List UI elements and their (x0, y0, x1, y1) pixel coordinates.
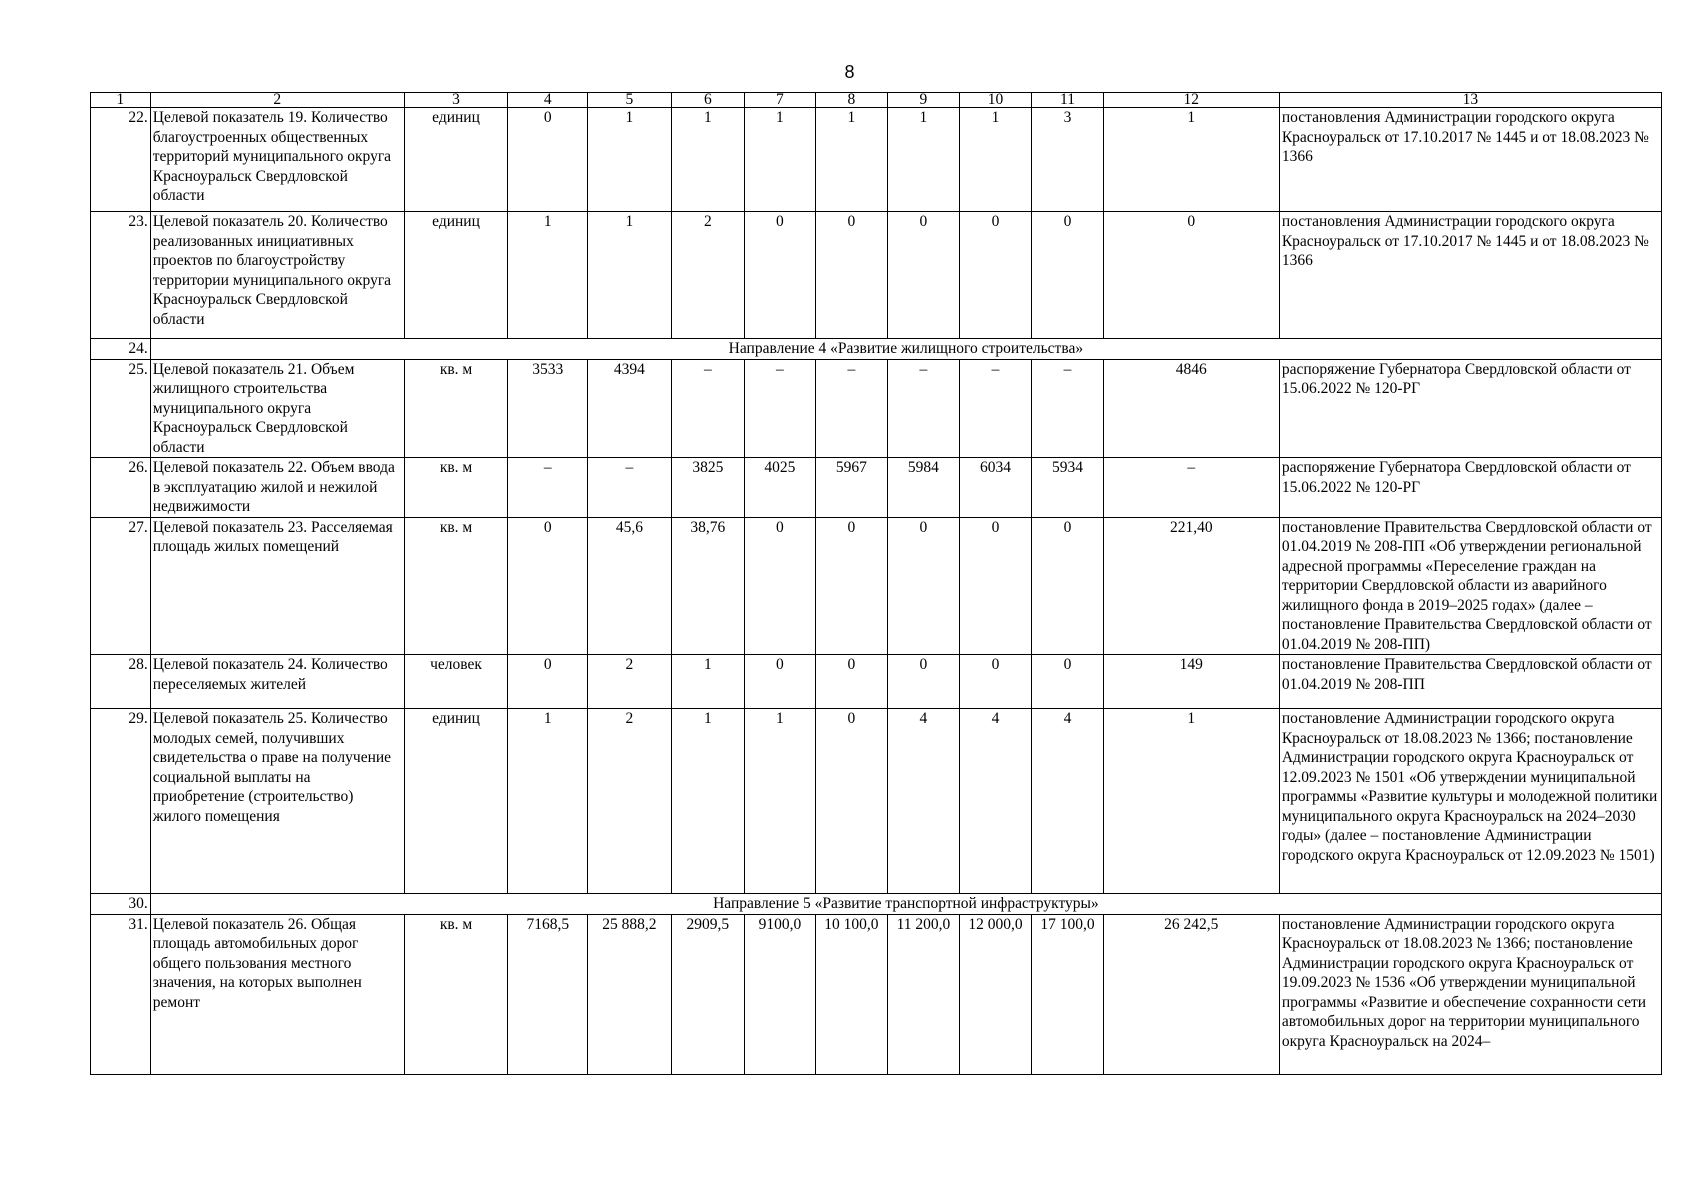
unit: кв. м (404, 914, 508, 1074)
table-row (91, 359, 1662, 458)
indicator-value: 0 (815, 517, 888, 655)
indicator-value: 0 (745, 517, 815, 655)
indicator-value: 10 100,0 (815, 914, 888, 1074)
section-title: Направление 4 «Развитие жилищного строительства» (150, 339, 1661, 360)
indicator-value: 9100,0 (745, 914, 815, 1074)
indicator-value: 0 (508, 655, 588, 709)
indicator-value: 0 (815, 709, 888, 894)
indicator-value: 25 888,2 (588, 914, 671, 1074)
section-title: Направление 5 «Развитие транспортной инфраструктуры» (150, 894, 1661, 915)
column-number: 4 (508, 93, 588, 108)
indicator-value: – (745, 359, 815, 458)
indicator-value: 1 (745, 108, 815, 212)
indicator-value: 26 242,5 (1103, 914, 1279, 1074)
indicator-value: 17 100,0 (1032, 914, 1104, 1074)
indicator-value: 1 (1103, 709, 1279, 894)
indicator-value: 0 (1032, 517, 1104, 655)
indicator-value: 1 (959, 108, 1032, 212)
legal-basis: распоряжение Губернатора Свердловской области от 15.06.2022 № 120-РГ (1279, 458, 1661, 518)
indicator-value: 1 (508, 709, 588, 894)
indicator-value: 3533 (508, 359, 588, 458)
column-number: 10 (959, 93, 1032, 108)
table-row (91, 517, 1662, 655)
table-row (91, 655, 1662, 709)
indicator-value: 149 (1103, 655, 1279, 709)
indicator-value: 0 (1032, 655, 1104, 709)
indicator-value: 5934 (1032, 458, 1104, 518)
indicator-value: 3825 (671, 458, 745, 518)
indicator-name: Целевой показатель 25. Количество молодых семей, получивших свидетельства о праве на получение социальной выплаты на приобретение (строительство) жилого помещения (150, 709, 404, 894)
indicator-value: 0 (888, 655, 960, 709)
column-number-row (91, 93, 1662, 108)
indicator-value: – (1103, 458, 1279, 518)
indicator-value: 0 (745, 212, 815, 339)
legal-basis: постановление Правительства Свердловской области от 01.04.2019 № 208-ПП (1279, 655, 1661, 709)
indicator-value: 3 (1032, 108, 1104, 212)
indicator-value: – (815, 359, 888, 458)
indicator-value: 4 (959, 709, 1032, 894)
table-row (91, 212, 1662, 339)
indicator-value: 11 200,0 (888, 914, 960, 1074)
indicator-value: 0 (959, 517, 1032, 655)
indicator-name: Целевой показатель 23. Расселяемая площадь жилых помещений (150, 517, 404, 655)
legal-basis: постановление Администрации городского округа Красноуральск от 18.08.2023 № 1366; постановление Администрации городского округа Красноуральск от 19.09.2023 № 1536 «Об утверждении муниципальной программы «Развитие и обеспечение сохранности сети автомобильных дорог на территории муниципального округа Красноуральск на 2024– (1279, 914, 1661, 1074)
column-number: 1 (91, 93, 151, 108)
indicator-value: 1 (671, 655, 745, 709)
indicator-value: 0 (508, 517, 588, 655)
indicator-value: 6034 (959, 458, 1032, 518)
indicator-value: 1 (745, 709, 815, 894)
indicator-value: 45,6 (588, 517, 671, 655)
indicator-value: 7168,5 (508, 914, 588, 1074)
indicator-name: Целевой показатель 20. Количество реализованных инициативных проектов по благоустройству территории муниципального округа Красноуральск Свердловской области (150, 212, 404, 339)
section-row (91, 339, 1662, 360)
indicator-value: 0 (1032, 212, 1104, 339)
indicator-name: Целевой показатель 26. Общая площадь автомобильных дорог общего пользования местного значения, на которых выполнен ремонт (150, 914, 404, 1074)
column-number: 3 (404, 93, 508, 108)
row-number: 28. (91, 655, 151, 709)
column-number: 9 (888, 93, 960, 108)
indicator-name: Целевой показатель 21. Объем жилищного строительства муниципального округа Красноуральск Свердловской области (150, 359, 404, 458)
table-row (91, 458, 1662, 518)
indicator-value: 0 (888, 212, 960, 339)
indicator-value: – (588, 458, 671, 518)
indicator-value: 1 (888, 108, 960, 212)
indicator-value: 5967 (815, 458, 888, 518)
column-number: 11 (1032, 93, 1104, 108)
row-number: 27. (91, 517, 151, 655)
indicator-value: 0 (815, 655, 888, 709)
column-number: 7 (745, 93, 815, 108)
indicator-value: 1 (671, 709, 745, 894)
row-number: 26. (91, 458, 151, 518)
indicator-value: 1 (588, 212, 671, 339)
indicator-value: 4 (888, 709, 960, 894)
column-number: 2 (150, 93, 404, 108)
indicator-name: Целевой показатель 19. Количество благоустроенных общественных территорий муниципального округа Красноуральск Свердловской области (150, 108, 404, 212)
indicator-value: 4 (1032, 709, 1104, 894)
indicator-value: 12 000,0 (959, 914, 1032, 1074)
indicator-value: 4394 (588, 359, 671, 458)
legal-basis: постановления Администрации городского округа Красноуральск от 17.10.2017 № 1445 и от 18.08.2023 № 1366 (1279, 108, 1661, 212)
indicator-value: 38,76 (671, 517, 745, 655)
indicator-value: – (959, 359, 1032, 458)
row-number: 29. (91, 709, 151, 894)
row-number: 25. (91, 359, 151, 458)
indicator-value: 0 (508, 108, 588, 212)
indicator-value: 1 (508, 212, 588, 339)
legal-basis: постановления Администрации городского округа Красноуральск от 17.10.2017 № 1445 и от 18.08.2023 № 1366 (1279, 212, 1661, 339)
indicator-value: 5984 (888, 458, 960, 518)
indicator-value: – (888, 359, 960, 458)
column-number: 12 (1103, 93, 1279, 108)
indicator-name: Целевой показатель 24. Количество переселяемых жителей (150, 655, 404, 709)
row-number: 24. (91, 339, 151, 360)
table-body (91, 93, 1662, 1075)
table-row (91, 108, 1662, 212)
table-row (91, 709, 1662, 894)
unit: единиц (404, 212, 508, 339)
indicator-value: 4846 (1103, 359, 1279, 458)
indicator-value: 0 (959, 655, 1032, 709)
indicator-value: 2909,5 (671, 914, 745, 1074)
indicator-name: Целевой показатель 22. Объем ввода в эксплуатацию жилой и нежилой недвижимости (150, 458, 404, 518)
unit: человек (404, 655, 508, 709)
section-row (91, 894, 1662, 915)
indicator-value: 1 (815, 108, 888, 212)
legal-basis: распоряжение Губернатора Свердловской области от 15.06.2022 № 120-РГ (1279, 359, 1661, 458)
unit: кв. м (404, 517, 508, 655)
legal-basis: постановление Администрации городского округа Красноуральск от 18.08.2023 № 1366; постановление Администрации городского округа Красноуральск от 12.09.2023 № 1501 «Об утверждении муниципальной программы «Развитие культуры и молодежной политики муниципального округа Красноуральск на 2024–2030 годы» (далее – постановление Администрации городского округа Красноуральск от 12.09.2023 № 1501) (1279, 709, 1661, 894)
indicator-value: 0 (1103, 212, 1279, 339)
page-number: 8 (844, 62, 855, 82)
table-row (91, 914, 1662, 1074)
indicator-value: 2 (588, 655, 671, 709)
indicator-value: – (508, 458, 588, 518)
column-number: 6 (671, 93, 745, 108)
indicator-value: 0 (815, 212, 888, 339)
indicator-value: 2 (588, 709, 671, 894)
indicator-value: 221,40 (1103, 517, 1279, 655)
indicator-value: – (1032, 359, 1104, 458)
row-number: 23. (91, 212, 151, 339)
indicator-value: – (671, 359, 745, 458)
column-number: 8 (815, 93, 888, 108)
indicator-value: 1 (1103, 108, 1279, 212)
indicator-value: 0 (888, 517, 960, 655)
indicator-value: 0 (959, 212, 1032, 339)
legal-basis: постановление Правительства Свердловской области от 01.04.2019 № 208-ПП «Об утверждении региональной адресной программы «Переселение граждан на территории Свердловской области из аварийного жилищного фонда в 2019–2025 годах» (далее – постановление Правительства Свердловской области от 01.04.2019 № 208-ПП) (1279, 517, 1661, 655)
row-number: 30. (91, 894, 151, 915)
unit: единиц (404, 709, 508, 894)
indicator-value: 2 (671, 212, 745, 339)
row-number: 31. (91, 914, 151, 1074)
unit: единиц (404, 108, 508, 212)
indicator-value: 1 (671, 108, 745, 212)
row-number: 22. (91, 108, 151, 212)
indicator-value: 1 (588, 108, 671, 212)
indicators-table (90, 92, 1662, 1075)
column-number: 13 (1279, 93, 1661, 108)
indicator-value: 4025 (745, 458, 815, 518)
unit: кв. м (404, 458, 508, 518)
unit: кв. м (404, 359, 508, 458)
column-number: 5 (588, 93, 671, 108)
indicator-value: 0 (745, 655, 815, 709)
